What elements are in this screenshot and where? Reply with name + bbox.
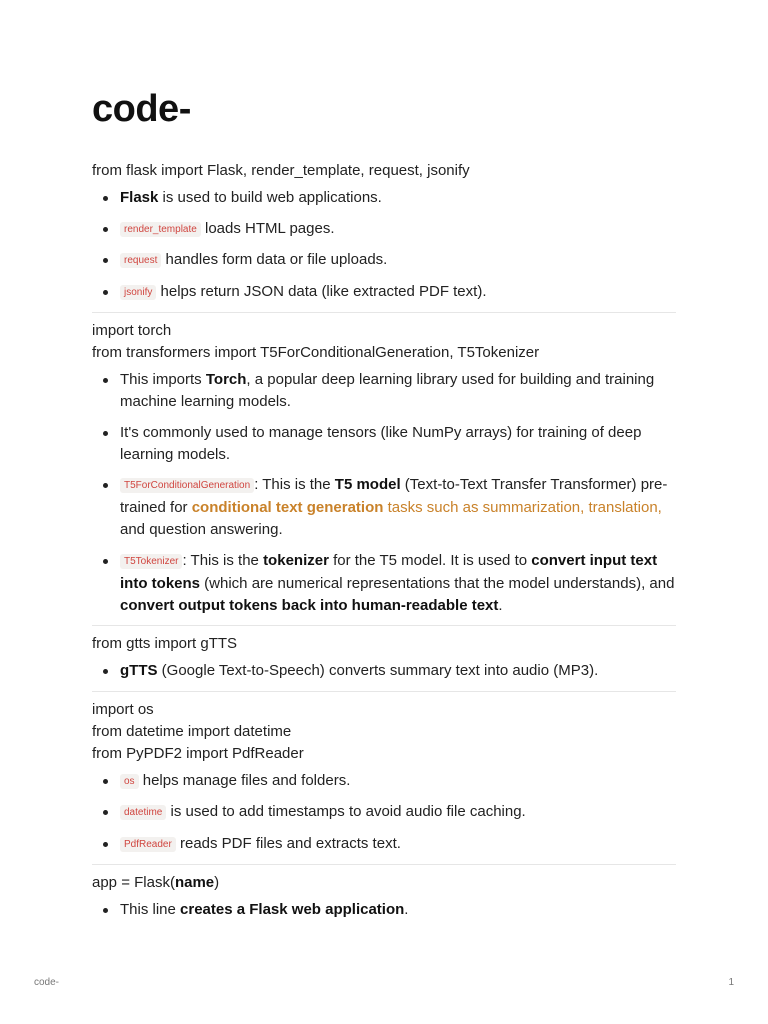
code-line: from PyPDF2 import PdfReader (92, 744, 304, 762)
list-item: gTTS (Google Text-to-Speech) converts summary text into audio (MP3). (92, 660, 676, 682)
page-title: code- (92, 88, 191, 130)
divider (92, 312, 676, 313)
document-body (92, 160, 676, 930)
footer-title: code- (34, 977, 60, 988)
divider (92, 864, 676, 865)
bullet-list (92, 899, 676, 921)
code-line: from datetime import datetime (92, 722, 292, 740)
divider (92, 691, 676, 692)
list-item: PdfReader reads PDF files and extracts text. (92, 833, 676, 856)
code-line: import torch (92, 322, 172, 339)
inline-code: PdfReader (120, 837, 176, 852)
highlighted-text: tasks such as summarization, translation, (383, 499, 662, 516)
code-line: from flask import Flask, render_template, request, jsonify (92, 162, 470, 179)
inline-code: jsonify (120, 285, 156, 300)
inline-code: T5ForConditionalGeneration (120, 478, 254, 493)
inline-code: os (120, 774, 139, 789)
list-item: T5Tokenizer : This is the tokenizer for the T5 model. It is used to convert input text into tokens (which are numerical representations that the model understands), and convert output tokens back into human-readable text. (92, 550, 676, 617)
divider (92, 625, 676, 626)
list-item: os helps manage files and folders. (92, 770, 676, 793)
list-item: This imports Torch, a popular deep learning library used for building and training machine learning models. (92, 369, 676, 413)
code-line: app = Flask(name) (92, 874, 220, 891)
inline-code: request (120, 253, 161, 268)
bullet-list (92, 369, 676, 617)
list-item: jsonify helps return JSON data (like extracted PDF text). (92, 281, 676, 304)
list-item: render_template loads HTML pages. (92, 218, 676, 241)
list-item: request handles form data or file uploads. (92, 249, 676, 272)
list-item: This line creates a Flask web application. (92, 899, 676, 921)
list-item: T5ForConditionalGeneration : This is the T5 model (Text-to-Text Transfer Transformer) pre-trained for conditional text generation tasks such as summarization, translation, and question answering. (92, 474, 676, 541)
code-line: import os (92, 700, 154, 718)
list-item: It's commonly used to manage tensors (like NumPy arrays) for training of deep learning models. (92, 422, 676, 466)
code-line: from transformers import T5ForConditionalGeneration, T5Tokenizer (92, 344, 540, 361)
code-line: from gtts import gTTS (92, 635, 238, 652)
inline-code: render_template (120, 222, 201, 237)
list-item: datetime is used to add timestamps to avoid audio file caching. (92, 801, 676, 824)
inline-code: datetime (120, 805, 166, 820)
list-item: Flask is used to build web applications. (92, 187, 676, 209)
bullet-list (92, 770, 676, 856)
highlighted-text: conditional text generation (191, 499, 384, 516)
inline-code: T5Tokenizer (120, 554, 182, 569)
bullet-list (92, 660, 676, 682)
page-number: 1 (728, 977, 734, 988)
bullet-list (92, 187, 676, 304)
